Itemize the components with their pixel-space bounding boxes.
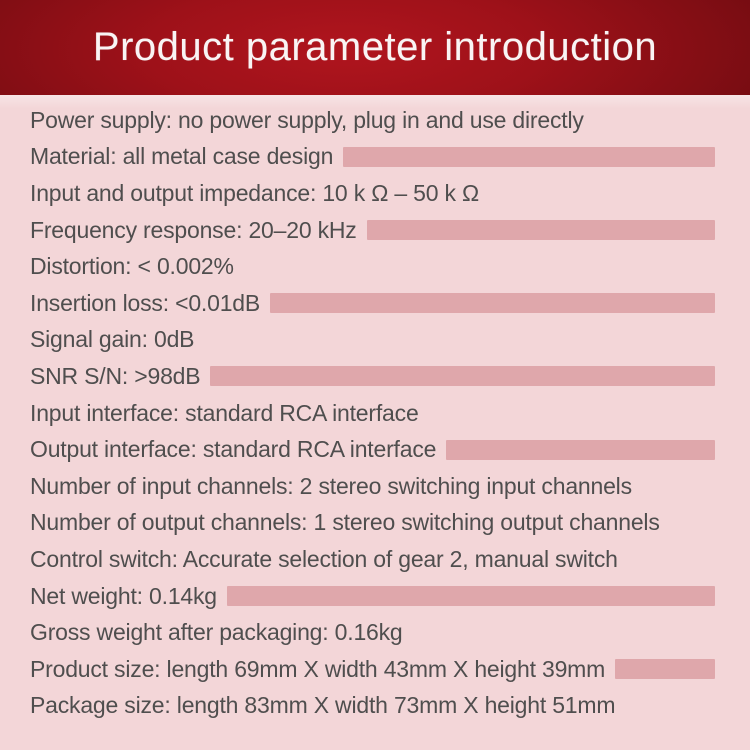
parameter-row: [30, 578, 715, 615]
highlight-bar: [210, 366, 715, 386]
parameter-label: Number of input channels: 2 stereo switching input channels: [30, 472, 632, 499]
highlight-bar: [615, 659, 715, 679]
parameter-row: [30, 431, 715, 468]
title-banner: [0, 0, 750, 95]
highlight-bar: [227, 586, 715, 606]
parameter-row: [30, 248, 715, 285]
parameter-label: Input interface: standard RCA interface: [30, 399, 419, 426]
parameter-label: Input and output impedance: 10 k Ω – 50 k Ω: [30, 179, 480, 206]
parameter-row: [30, 175, 715, 212]
parameter-row: [30, 468, 715, 505]
parameter-label: Distortion: < 0.002%: [30, 253, 234, 280]
parameter-label: Number of output channels: 1 stereo switching output channels: [30, 509, 660, 536]
parameter-row: [30, 102, 715, 139]
parameter-list: [0, 95, 750, 724]
parameter-label: Power supply: no power supply, plug in and use directly: [30, 106, 584, 133]
parameter-row: [30, 139, 715, 176]
parameter-row: [30, 322, 715, 359]
parameter-label: SNR S/N: >98dB: [30, 362, 201, 389]
parameter-label: Net weight: 0.14kg: [30, 582, 217, 609]
parameter-label: Insertion loss: <0.01dB: [30, 289, 261, 316]
highlight-bar: [446, 440, 715, 460]
parameter-row: [30, 285, 715, 322]
highlight-bar: [367, 220, 715, 240]
parameter-label: Control switch: Accurate selection of gear 2, manual switch: [30, 545, 618, 572]
parameter-label: Frequency response: 20–20 kHz: [30, 216, 357, 243]
highlight-bar: [270, 293, 715, 313]
parameter-row: [30, 358, 715, 395]
parameter-row: [30, 651, 715, 688]
highlight-bar: [343, 147, 715, 167]
parameter-row: [30, 395, 715, 432]
parameter-label: Output interface: standard RCA interface: [30, 436, 437, 463]
parameter-row: [30, 212, 715, 249]
page-title: Product parameter introduction: [92, 25, 658, 69]
parameter-row: [30, 614, 715, 651]
parameter-row: [30, 541, 715, 578]
parameter-label: Gross weight after packaging: 0.16kg: [30, 619, 403, 646]
parameter-label: Material: all metal case design: [30, 143, 334, 170]
parameter-label: Product size: length 69mm X width 43mm X height 39mm: [30, 655, 606, 682]
parameter-row: [30, 688, 715, 725]
parameter-label: Signal gain: 0dB: [30, 326, 195, 353]
parameter-label: Package size: length 83mm X width 73mm X height 51mm: [30, 692, 616, 719]
parameter-row: [30, 505, 715, 542]
